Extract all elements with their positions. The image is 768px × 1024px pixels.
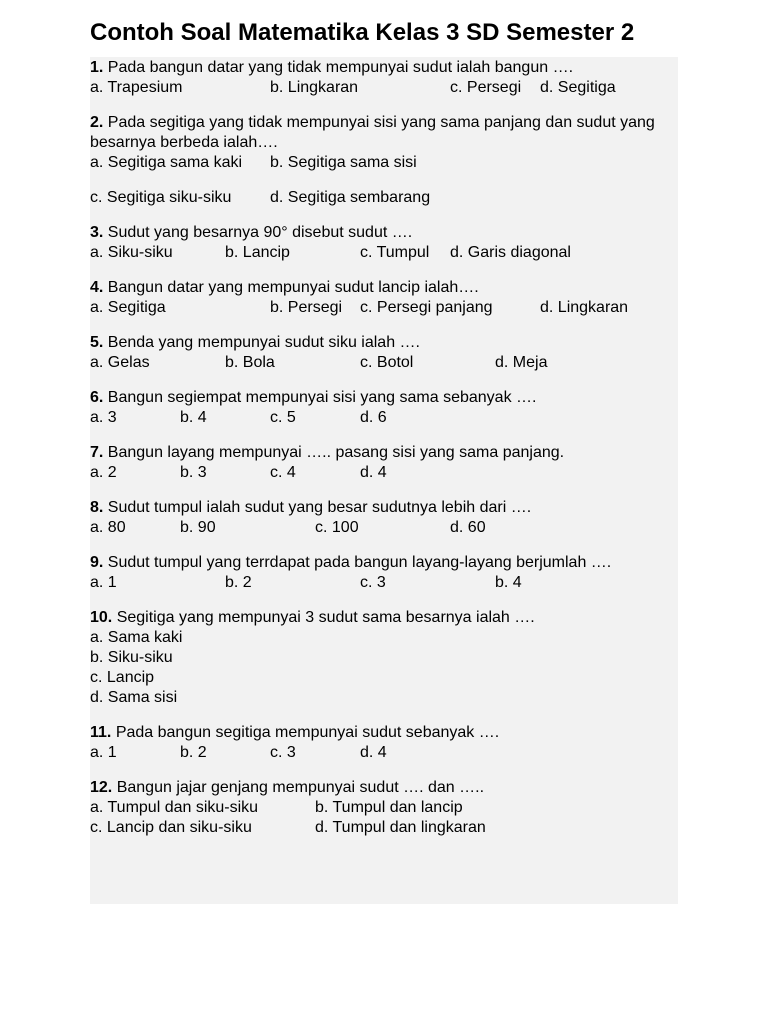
question-9-text bbox=[90, 552, 678, 573]
question-2-text bbox=[90, 112, 678, 153]
question-5-option-b: b. Bola bbox=[225, 354, 275, 371]
question-8-option-b: b. 90 bbox=[180, 519, 216, 536]
question-1 bbox=[90, 57, 678, 98]
question-12-options-row-1 bbox=[90, 798, 678, 818]
question-2-option-d: d. Segitiga sembarang bbox=[270, 189, 431, 206]
question-2 bbox=[90, 112, 678, 208]
question-2-option-a: a. Segitiga sama kaki bbox=[90, 154, 243, 171]
question-6-option-b: b. 4 bbox=[180, 409, 207, 426]
question-10-option-c: c. Lancip bbox=[90, 669, 155, 686]
question-9-prompt: Sudut tumpul yang terrdapat pada bangun layang-layang berjumlah …. bbox=[107, 554, 612, 571]
question-5-text bbox=[90, 332, 678, 353]
question-10-option-a: a. Sama kaki bbox=[90, 629, 183, 646]
question-10-option-d: d. Sama sisi bbox=[90, 689, 178, 706]
question-8-option-a: a. 80 bbox=[90, 519, 126, 536]
question-12-number: 12. bbox=[90, 779, 113, 796]
question-4-option-b: b. Persegi bbox=[270, 299, 343, 316]
question-6-option-a: a. 3 bbox=[90, 409, 117, 426]
question-9-options bbox=[90, 573, 678, 593]
question-12-options-row-2 bbox=[90, 818, 678, 838]
question-2-option-b: b. Segitiga sama sisi bbox=[270, 154, 417, 171]
question-3-text bbox=[90, 222, 678, 243]
question-6-prompt: Bangun segiempat mempunyai sisi yang sama sebanyak …. bbox=[107, 389, 537, 406]
question-5-option-c: c. Botol bbox=[360, 354, 414, 371]
question-4-options bbox=[90, 298, 678, 318]
question-5 bbox=[90, 332, 678, 373]
question-9 bbox=[90, 552, 678, 593]
question-3-option-a: a. Siku-siku bbox=[90, 244, 173, 261]
question-10-option-b: b. Siku-siku bbox=[90, 649, 173, 666]
question-11 bbox=[90, 722, 678, 763]
question-2-prompt: Pada segitiga yang tidak mempunyai sisi yang sama panjang dan sudut yang besarnya berbeda ialah…. bbox=[90, 114, 655, 151]
question-10-text bbox=[90, 607, 678, 628]
question-3-prompt: Sudut yang besarnya 90° disebut sudut …. bbox=[107, 224, 413, 241]
question-7-option-c: c. 4 bbox=[270, 464, 296, 481]
question-4-number: 4. bbox=[90, 279, 104, 296]
question-12-text bbox=[90, 777, 678, 798]
question-5-number: 5. bbox=[90, 334, 104, 351]
question-list bbox=[90, 57, 678, 852]
question-5-options bbox=[90, 353, 678, 373]
question-10-option-row-a bbox=[90, 628, 678, 648]
question-5-prompt: Benda yang mempunyai sudut siku ialah …. bbox=[107, 334, 420, 351]
question-12-option-a: a. Tumpul dan siku-siku bbox=[90, 799, 259, 816]
question-3-option-c: c. Tumpul bbox=[360, 244, 430, 261]
question-11-option-c: c. 3 bbox=[270, 744, 296, 761]
question-8-number: 8. bbox=[90, 499, 104, 516]
question-7-number: 7. bbox=[90, 444, 104, 461]
question-6-options bbox=[90, 408, 678, 428]
question-9-option-d: b. 4 bbox=[495, 574, 522, 591]
question-6 bbox=[90, 387, 678, 428]
question-3 bbox=[90, 222, 678, 263]
question-2-options-row-2 bbox=[90, 188, 678, 208]
question-7-option-a: a. 2 bbox=[90, 464, 117, 481]
question-11-option-d: d. 4 bbox=[360, 744, 387, 761]
question-3-option-d: d. Garis diagonal bbox=[450, 244, 571, 261]
question-6-text bbox=[90, 387, 678, 408]
question-5-option-d: d. Meja bbox=[495, 354, 548, 371]
question-3-option-b: b. Lancip bbox=[225, 244, 290, 261]
question-10 bbox=[90, 607, 678, 708]
question-10-option-row-c bbox=[90, 668, 678, 688]
question-1-option-b: b. Lingkaran bbox=[270, 79, 359, 96]
question-4-text bbox=[90, 277, 678, 298]
question-12-option-c: c. Lancip dan siku-siku bbox=[90, 819, 252, 836]
question-9-option-c: c. 3 bbox=[360, 574, 386, 591]
question-1-prompt: Pada bangun datar yang tidak mempunyai sudut ialah bangun …. bbox=[107, 59, 574, 76]
question-7-prompt: Bangun layang mempunyai ….. pasang sisi yang sama panjang. bbox=[107, 444, 565, 461]
question-4-option-d: d. Lingkaran bbox=[540, 299, 629, 316]
question-11-option-b: b. 2 bbox=[180, 744, 207, 761]
question-8-option-d: d. 60 bbox=[450, 519, 486, 536]
question-2-options-row-1 bbox=[90, 153, 678, 173]
question-1-text bbox=[90, 57, 678, 78]
question-7-option-d: d. 4 bbox=[360, 464, 387, 481]
question-2-option-c: c. Segitiga siku-siku bbox=[90, 189, 232, 206]
question-10-number: 10. bbox=[90, 609, 113, 626]
question-7-options bbox=[90, 463, 678, 483]
question-3-options bbox=[90, 243, 678, 263]
question-2-number: 2. bbox=[90, 114, 104, 131]
question-8 bbox=[90, 497, 678, 538]
question-6-option-c: c. 5 bbox=[270, 409, 296, 426]
question-4-prompt: Bangun datar yang mempunyai sudut lancip ialah…. bbox=[107, 279, 479, 296]
question-1-option-c: c. Persegi bbox=[450, 79, 522, 96]
question-6-number: 6. bbox=[90, 389, 104, 406]
question-3-number: 3. bbox=[90, 224, 104, 241]
question-8-options bbox=[90, 518, 678, 538]
question-8-option-c: c. 100 bbox=[315, 519, 359, 536]
question-4-option-c: c. Persegi panjang bbox=[360, 299, 493, 316]
question-10-option-row-b bbox=[90, 648, 678, 668]
question-10-option-row-d bbox=[90, 688, 678, 708]
question-11-option-a: a. 1 bbox=[90, 744, 117, 761]
question-9-option-b: b. 2 bbox=[225, 574, 252, 591]
question-9-option-a: a. 1 bbox=[90, 574, 117, 591]
question-11-text bbox=[90, 722, 678, 743]
question-11-options bbox=[90, 743, 678, 763]
question-8-prompt: Sudut tumpul ialah sudut yang besar sudutnya lebih dari …. bbox=[107, 499, 532, 516]
question-12-option-b: b. Tumpul dan lancip bbox=[315, 799, 463, 816]
question-12-option-d: d. Tumpul dan lingkaran bbox=[315, 819, 486, 836]
question-11-number: 11. bbox=[90, 724, 112, 741]
question-10-prompt: Segitiga yang mempunyai 3 sudut sama besarnya ialah …. bbox=[116, 609, 535, 626]
question-12-prompt: Bangun jajar genjang mempunyai sudut …. dan ….. bbox=[116, 779, 485, 796]
page-title: Contoh Soal Matematika Kelas 3 SD Semester 2 bbox=[90, 19, 635, 46]
question-12 bbox=[90, 777, 678, 838]
question-5-option-a: a. Gelas bbox=[90, 354, 150, 371]
question-8-text bbox=[90, 497, 678, 518]
question-7-text bbox=[90, 442, 678, 463]
question-1-number: 1. bbox=[90, 59, 104, 76]
question-7-option-b: b. 3 bbox=[180, 464, 207, 481]
question-1-option-d: d. Segitiga bbox=[540, 79, 616, 96]
question-4 bbox=[90, 277, 678, 318]
question-11-prompt: Pada bangun segitiga mempunyai sudut sebanyak …. bbox=[115, 724, 500, 741]
question-1-option-a: a. Trapesium bbox=[90, 79, 183, 96]
question-4-option-a: a. Segitiga bbox=[90, 299, 166, 316]
question-6-option-d: d. 6 bbox=[360, 409, 387, 426]
question-7 bbox=[90, 442, 678, 483]
question-9-number: 9. bbox=[90, 554, 104, 571]
question-1-options bbox=[90, 78, 678, 98]
